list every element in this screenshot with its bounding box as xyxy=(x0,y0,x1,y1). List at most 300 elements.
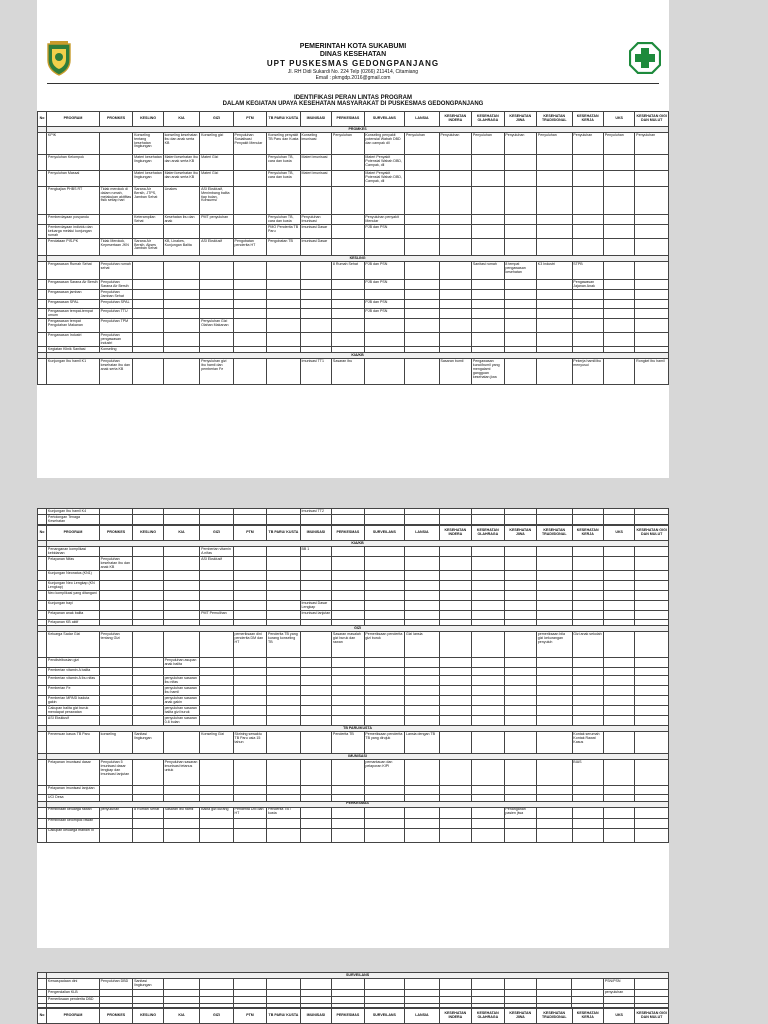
column-header-kesehatan-jiwa: KESEHATAN JIWA xyxy=(504,1009,536,1024)
cell-kesehatan-indera xyxy=(439,333,471,347)
cell-no xyxy=(38,658,47,668)
cell-ptm xyxy=(233,828,266,842)
cell-ptm xyxy=(233,668,266,676)
cell-kesehatan-tradisional xyxy=(536,979,572,990)
table-row xyxy=(38,668,669,676)
cell-kesehatan-olahraga xyxy=(472,300,504,309)
cell-kia xyxy=(163,979,200,990)
cell-kesehatan-indera xyxy=(439,300,471,309)
cell-imunisasi: Konseling imunisasi xyxy=(300,133,331,155)
program-table-1 xyxy=(37,111,669,385)
cell-kesehatan-indera xyxy=(439,706,471,716)
cell-program: Kegiatan Klinik Sanitasi xyxy=(47,347,100,353)
cell-imunisasi: BB 1 xyxy=(300,547,331,557)
cell-gizi xyxy=(200,997,233,1004)
cell-kesehatan-tradisional xyxy=(536,997,572,1004)
cell-program: ASI Eksklusif xyxy=(47,716,100,726)
cell-imunisasi xyxy=(300,591,331,601)
cell-imunisasi: Imunisasi Dasar Lengkap xyxy=(300,601,331,611)
cell-tb-paru-kusta xyxy=(267,668,300,676)
cell-lansia: Penyuluhan xyxy=(405,133,439,155)
cell-kesehatan-olahraga xyxy=(472,515,504,525)
cell-uks xyxy=(603,571,634,581)
cell-no xyxy=(38,760,47,786)
cell-kesehatan-gigi-dan-mulut xyxy=(635,155,669,171)
cell-kesehatan-indera xyxy=(439,591,471,601)
cell-perkesmas xyxy=(332,786,364,795)
cell-uks xyxy=(603,557,634,571)
cell-program: Pemberdayaan individu dan keluarga melalui kunjungan rumah xyxy=(47,225,100,239)
cell-promkes: Tidak Merokok, Kepesertaan JKN xyxy=(99,239,132,256)
cell-no xyxy=(38,601,47,611)
cell-kesehatan-tradisional xyxy=(537,696,573,706)
cell-kesehatan-kerja xyxy=(572,818,603,828)
cell-kesehatan-gigi-dan-mulut xyxy=(635,333,669,347)
cell-imunisasi xyxy=(300,786,331,795)
cell-lansia xyxy=(405,215,439,225)
cell-surveilans: PJB dan PSN xyxy=(364,309,405,319)
cell-kesling xyxy=(133,319,163,333)
cell-kesehatan-olahraga xyxy=(472,290,504,300)
cell-kesehatan-indera xyxy=(439,760,471,786)
cell-gizi: Materi Gizi xyxy=(200,155,233,171)
table-row xyxy=(38,187,669,215)
cell-kesehatan-kerja xyxy=(572,979,603,990)
cell-kesling: Sanitasi lingkungan xyxy=(133,732,163,754)
cell-surveilans xyxy=(364,828,405,842)
cell-kesling xyxy=(133,333,163,347)
cell-kesehatan-gigi-dan-mulut xyxy=(635,611,669,620)
cell-tb-paru-kusta xyxy=(267,290,300,300)
cell-kesling: Sarana Air Bersih, Akses Jamban Sehat xyxy=(133,239,163,256)
cell-kesehatan-tradisional xyxy=(537,706,573,716)
cell-gizi xyxy=(200,760,233,786)
cell-perkesmas xyxy=(332,581,364,591)
table-row xyxy=(38,571,669,581)
cell-perkesmas xyxy=(332,807,364,818)
cell-imunisasi xyxy=(300,997,331,1004)
cell-program: Pengawasan Industri xyxy=(47,333,100,347)
cell-ptm xyxy=(233,571,266,581)
cell-promkes: Penyuluhan Jamban Sehat xyxy=(99,290,132,300)
cell-kesling: Materi kesehatan lingkungan xyxy=(133,155,163,171)
cell-uks xyxy=(603,591,634,601)
cell-imunisasi xyxy=(300,686,331,696)
cell-kesling xyxy=(133,997,163,1004)
cell-kesehatan-jiwa xyxy=(504,300,536,309)
cell-lansia xyxy=(405,611,439,620)
cell-perkesmas: Penyuluhan xyxy=(332,133,364,155)
cell-uks xyxy=(603,187,634,215)
document-subtitle: DALAM KEGIATAN UPAYA KESEHATAN MASYARAKAT DI PUSKESMAS GEDONGPANJANG xyxy=(222,101,484,107)
cell-tb-paru-kusta: Penyuluhan TB, cara dan kusta xyxy=(267,215,300,225)
column-header-no: No xyxy=(38,112,47,127)
column-header-kesling: KESLING xyxy=(133,1009,163,1024)
cell-tb-paru-kusta xyxy=(267,547,300,557)
cell-surveilans xyxy=(364,786,405,795)
table-row xyxy=(38,225,669,239)
cell-kesling: Sanitasi lingkungan xyxy=(133,979,163,990)
cell-kesehatan-kerja xyxy=(572,309,603,319)
cell-kesehatan-gigi-dan-mulut xyxy=(635,591,669,601)
cell-perkesmas xyxy=(332,611,364,620)
cell-kesehatan-indera xyxy=(439,676,471,686)
cell-no xyxy=(38,828,47,842)
cell-promkes xyxy=(99,591,132,601)
cell-kia xyxy=(163,581,200,591)
cell-no xyxy=(38,290,47,300)
table-row xyxy=(38,359,669,385)
cell-kesehatan-kerja: Gizi anak sekolah xyxy=(572,632,603,658)
cell-kesling xyxy=(133,591,163,601)
cell-kesehatan-jiwa xyxy=(504,581,536,591)
cell-kesehatan-tradisional xyxy=(537,171,573,187)
cell-kesling: Sarana Air Bersih, JTPS, Jamban Sehat xyxy=(133,187,163,215)
cell-kesehatan-jiwa xyxy=(504,686,536,696)
cell-kesehatan-tradisional xyxy=(537,225,573,239)
cell-kesehatan-gigi-dan-mulut xyxy=(635,818,669,828)
column-header-surveilans: SURVEILANS xyxy=(364,112,405,127)
cell-tb-paru-kusta: PMO Penderita TB Paru xyxy=(267,225,300,239)
cell-lansia xyxy=(405,225,439,239)
cell-kesehatan-indera xyxy=(439,807,471,818)
cell-gizi xyxy=(200,290,233,300)
cell-kesehatan-olahraga xyxy=(472,225,504,239)
cell-gizi: Materi Gizi xyxy=(200,171,233,187)
cell-program: Pengawasan Sarana Air Bersih xyxy=(47,280,100,290)
cell-lansia xyxy=(405,571,439,581)
cell-kesehatan-olahraga xyxy=(472,611,504,620)
letterhead-puskesmas: UPT PUSKESMAS GEDONGPANJANG xyxy=(266,59,440,68)
cell-kesehatan-jiwa xyxy=(504,601,536,611)
cell-perkesmas xyxy=(332,686,364,696)
cell-kesehatan-kerja xyxy=(572,547,603,557)
cell-promkes: Penyuluhan Sarana Air Bersih xyxy=(99,280,132,290)
cell-kia: Sasaran ibu hamil xyxy=(163,807,200,818)
cell-kia xyxy=(163,786,200,795)
cell-uks xyxy=(603,601,634,611)
cell-perkesmas xyxy=(332,187,364,215)
cell-kesehatan-gigi-dan-mulut xyxy=(635,571,669,581)
cell-ptm xyxy=(233,171,266,187)
cell-imunisasi xyxy=(300,319,331,333)
column-header-tb-paru-kusta: TB PARU/ KUSTA xyxy=(267,1009,300,1024)
cell-kesehatan-jiwa: Penyuluhan xyxy=(504,133,536,155)
cell-kesehatan-olahraga xyxy=(472,658,504,668)
cell-perkesmas xyxy=(332,760,364,786)
cell-kesehatan-jiwa xyxy=(504,658,536,668)
cell-lansia xyxy=(405,547,439,557)
cell-tb-paru-kusta xyxy=(267,760,300,786)
column-header-promkes: PROMKES xyxy=(99,112,132,127)
section-label: KIA/KB xyxy=(47,353,669,359)
cell-tb-paru-kusta: Penyuluhan TB, cara dan kusta xyxy=(267,171,300,187)
cell-uks xyxy=(603,225,634,239)
cell-kesehatan-gigi-dan-mulut: Penyuluhan xyxy=(635,133,669,155)
cell-kesehatan-jiwa xyxy=(504,155,536,171)
cell-kesehatan-tradisional xyxy=(537,187,573,215)
cell-promkes: Penyuluhan TTU xyxy=(99,309,132,319)
cell-ptm xyxy=(233,547,266,557)
cell-gizi: Penyuluhan Gizi Olahan Makanan xyxy=(200,319,233,333)
cell-promkes: Penyuluhan SPAL xyxy=(99,300,132,309)
cell-kesehatan-jiwa xyxy=(504,239,536,256)
cell-promkes: Penyuluhan 5 imunisasi dasar lengkap dan imunisasi lanjutan xyxy=(99,760,132,786)
cell-ptm xyxy=(233,215,266,225)
cell-kesehatan-gigi-dan-mulut xyxy=(635,319,669,333)
letterhead-address: Jl. RH Didi Sukardi No. 224 Telp (0266) 211414, Citamiang xyxy=(287,69,419,75)
cell-gizi xyxy=(200,828,233,842)
cell-no xyxy=(38,133,47,155)
cell-kesehatan-kerja xyxy=(572,239,603,256)
cell-perkesmas xyxy=(332,333,364,347)
cell-kesehatan-tradisional xyxy=(537,319,573,333)
cell-kia xyxy=(163,225,200,239)
cell-perkesmas xyxy=(332,309,364,319)
column-header-program: PROGRAM xyxy=(47,1009,100,1024)
cell-promkes xyxy=(99,133,132,155)
cell-kesehatan-tradisional xyxy=(537,215,573,225)
cell-lansia xyxy=(405,290,439,300)
cell-kesehatan-jiwa xyxy=(504,171,536,187)
cell-imunisasi: Penyuluhan Imunisasi xyxy=(300,215,331,225)
column-header-kesehatan-indera: KESEHATAN INDERA xyxy=(439,112,471,127)
column-header-uks: UKS xyxy=(603,526,634,541)
column-header-uks: UKS xyxy=(603,112,634,127)
cell-tb-paru-kusta xyxy=(267,828,300,842)
column-header-perkesmas: PERKESMAS xyxy=(332,112,364,127)
cell-tb-paru-kusta xyxy=(267,696,300,706)
cell-gizi: Konseling Gizi xyxy=(200,732,233,754)
cell-ptm xyxy=(233,591,266,601)
column-header-kia: KIA xyxy=(163,112,200,127)
cell-kesehatan-indera xyxy=(439,668,471,676)
cell-ptm: Penderita DM dan HT xyxy=(233,807,266,818)
column-header-ptm: PTM xyxy=(233,1009,266,1024)
cell-promkes xyxy=(99,997,132,1004)
cell-kesling xyxy=(133,716,163,726)
cell-kesehatan-indera xyxy=(439,515,471,525)
cell-no xyxy=(38,557,47,571)
cell-tb-paru-kusta xyxy=(267,997,300,1004)
program-table-2-continuation xyxy=(37,508,669,525)
cell-no xyxy=(38,171,47,187)
cell-program xyxy=(47,1004,100,1008)
cell-kia: Penyuluhan asupan anak balita xyxy=(163,658,200,668)
cell-lansia xyxy=(405,997,439,1004)
cell-uks: PSN/PSN xyxy=(603,979,634,990)
cell-ptm xyxy=(233,309,266,319)
cell-surveilans xyxy=(364,706,405,716)
cell-tb-paru-kusta xyxy=(267,732,300,754)
cell-no xyxy=(38,716,47,726)
cell-program: Pelayanan imunisasi dasar xyxy=(47,760,100,786)
cell-gizi xyxy=(200,591,233,601)
cell-lansia xyxy=(405,818,439,828)
cell-kesehatan-kerja: STPB xyxy=(572,262,603,280)
cell-kesehatan-gigi-dan-mulut xyxy=(635,658,669,668)
cell-promkes xyxy=(99,571,132,581)
cell-lansia xyxy=(405,686,439,696)
cell-kesehatan-tradisional xyxy=(537,571,573,581)
cell-kesehatan-indera xyxy=(439,632,471,658)
cell-kia: Linakes xyxy=(163,187,200,215)
cell-ptm xyxy=(233,280,266,290)
cell-uks xyxy=(603,300,634,309)
cell-no xyxy=(38,696,47,706)
table-row xyxy=(38,300,669,309)
cell-no xyxy=(38,706,47,716)
cell-kesehatan-jiwa: 8 tempat pengawasan kesehatan xyxy=(504,262,536,280)
cell-ptm xyxy=(233,155,266,171)
cell-gizi: ASI Eksklusif xyxy=(200,557,233,571)
cell-uks xyxy=(603,262,634,280)
cell-program: Pengawasan SPAL xyxy=(47,300,100,309)
cell-kesehatan-kerja xyxy=(572,571,603,581)
cell-kesehatan-indera: Sasaran bumil xyxy=(439,359,471,385)
cell-imunisasi: Materi imunisasi xyxy=(300,155,331,171)
cell-perkesmas xyxy=(332,171,364,187)
cell-lansia xyxy=(405,760,439,786)
cell-program: Pemberian vitamin A balita xyxy=(47,668,100,676)
cell-kesehatan-tradisional xyxy=(537,818,573,828)
cell-kia xyxy=(163,591,200,601)
cell-ptm xyxy=(233,997,266,1004)
column-header-kesehatan-gigi-dan-mulut: KESEHATAN GIGI DAN MULUT xyxy=(635,526,669,541)
cell-kesehatan-indera xyxy=(439,990,471,997)
cell-kesehatan-indera xyxy=(439,262,471,280)
cell-lansia: Lansia dengan TB xyxy=(405,732,439,754)
cell-kesling xyxy=(133,309,163,319)
program-table-2 xyxy=(37,525,669,843)
cell-ptm xyxy=(233,290,266,300)
cell-kesling: Konseling tentang kesehatan lingkungan xyxy=(133,133,163,155)
cell-kesehatan-indera xyxy=(439,571,471,581)
cell-kesehatan-gigi-dan-mulut xyxy=(635,706,669,716)
column-header-perkesmas: PERKESMAS xyxy=(332,526,364,541)
cell-kesehatan-jiwa xyxy=(504,696,536,706)
cell-perkesmas xyxy=(332,571,364,581)
cell-kesling xyxy=(133,280,163,290)
cell-kesehatan-olahraga xyxy=(472,997,504,1004)
cell-promkes: konseling xyxy=(99,732,132,754)
cell-perkesmas xyxy=(332,215,364,225)
cell-program: Pertolongan Tenaga Kesehatan xyxy=(47,515,100,525)
cell-imunisasi: Imunisasi Dasar xyxy=(300,239,331,256)
table-row xyxy=(38,591,669,601)
cell-kesehatan-gigi-dan-mulut xyxy=(635,581,669,591)
cell-kesehatan-kerja: Pekerja hamil/ibu menyusui xyxy=(572,359,603,385)
cell-lansia xyxy=(405,171,439,187)
cell-kesehatan-gigi-dan-mulut xyxy=(635,997,669,1004)
cell-kesehatan-olahraga xyxy=(472,155,504,171)
section-label: KESLING xyxy=(47,256,669,262)
cell-gizi xyxy=(200,632,233,658)
cell-tb-paru-kusta xyxy=(267,333,300,347)
cell-lansia xyxy=(405,187,439,215)
cell-program: Pembinaan kelompok rawan xyxy=(47,818,100,828)
cell-perkesmas xyxy=(332,997,364,1004)
cell-kesehatan-tradisional xyxy=(537,309,573,319)
cell-surveilans: Pemeriksaan penderita gizi buruk xyxy=(364,632,405,658)
cell-tb-paru-kusta: Penyuluhan TB, cara dan kusta xyxy=(267,155,300,171)
cell-imunisasi xyxy=(300,732,331,754)
table-row xyxy=(38,716,669,726)
cell-kesling xyxy=(133,515,163,525)
cell-kesehatan-jiwa xyxy=(504,557,536,571)
cell-kesehatan-indera xyxy=(439,601,471,611)
column-header-lansia: LANSIA xyxy=(405,112,439,127)
cell-gizi xyxy=(200,1004,233,1008)
cell-kesehatan-kerja: Pengawasan Jajanan Anak xyxy=(572,280,603,290)
cell-kia: Materi kesehatan ibu dan anak serta KB xyxy=(163,155,200,171)
cell-promkes: Tidak merokok di dalam rumah, melakukan aktifitas fisik setiap hari xyxy=(99,187,132,215)
cell-kesehatan-olahraga xyxy=(472,807,504,818)
cell-kesehatan-kerja: BIAS xyxy=(572,760,603,786)
cell-kesehatan-jiwa xyxy=(504,187,536,215)
cell-perkesmas xyxy=(332,1004,364,1008)
cell-kesehatan-gigi-dan-mulut xyxy=(635,676,669,686)
cell-kesling xyxy=(133,581,163,591)
column-header-imunisasi: IMUNISASI xyxy=(300,112,331,127)
cell-kesehatan-gigi-dan-mulut xyxy=(635,696,669,706)
cell-surveilans: Konseling penyakit potensial Wabah DBD dan campak dll xyxy=(364,133,405,155)
cell-gizi xyxy=(200,309,233,319)
cell-kia xyxy=(163,818,200,828)
table-row xyxy=(38,557,669,571)
cell-gizi xyxy=(200,668,233,676)
column-header-gizi: GIZI xyxy=(200,112,233,127)
cell-lansia xyxy=(405,591,439,601)
cell-uks xyxy=(603,786,634,795)
cell-kesehatan-gigi-dan-mulut xyxy=(635,187,669,215)
cell-tb-paru-kusta xyxy=(267,262,300,280)
cell-surveilans xyxy=(364,591,405,601)
cell-kesehatan-jiwa xyxy=(504,979,536,990)
column-header-gizi: GIZI xyxy=(200,1009,233,1024)
cell-promkes: Penyuluhan rumah sehat xyxy=(99,262,132,280)
letterhead xyxy=(37,0,669,95)
table-row xyxy=(38,760,669,786)
cell-kia: KB, Linakes, Kunjungan Balita xyxy=(163,239,200,256)
cell-gizi xyxy=(200,658,233,668)
cell-tb-paru-kusta xyxy=(267,676,300,686)
cell-kesehatan-olahraga xyxy=(472,760,504,786)
cell-program: Pemberian vitamin A ibu nifas xyxy=(47,676,100,686)
cell-kesehatan-olahraga xyxy=(472,632,504,658)
column-header-kesehatan-kerja: KESEHATAN KERJA xyxy=(572,112,603,127)
cell-program: Pemberian Fe xyxy=(47,686,100,696)
cell-tb-paru-kusta xyxy=(267,686,300,696)
cell-kesehatan-gigi-dan-mulut xyxy=(635,807,669,818)
cell-program: Penemuan kasus TB Paru xyxy=(47,732,100,754)
cell-ptm xyxy=(233,262,266,280)
cell-kia: Kesehatan ibu dan anak xyxy=(163,215,200,225)
cell-kesehatan-tradisional xyxy=(536,990,572,997)
cell-no xyxy=(38,732,47,754)
cell-uks xyxy=(603,828,634,842)
letterhead-government: PEMERINTAH KOTA SUKABUMI xyxy=(299,43,407,50)
cell-uks xyxy=(603,611,634,620)
table-row xyxy=(38,696,669,706)
cell-tb-paru-kusta xyxy=(267,786,300,795)
cell-uks xyxy=(603,658,634,668)
cell-kesehatan-tradisional xyxy=(537,786,573,795)
cell-tb-paru-kusta xyxy=(267,319,300,333)
cell-imunisasi xyxy=(300,676,331,686)
cell-promkes xyxy=(99,171,132,187)
cell-surveilans xyxy=(364,686,405,696)
